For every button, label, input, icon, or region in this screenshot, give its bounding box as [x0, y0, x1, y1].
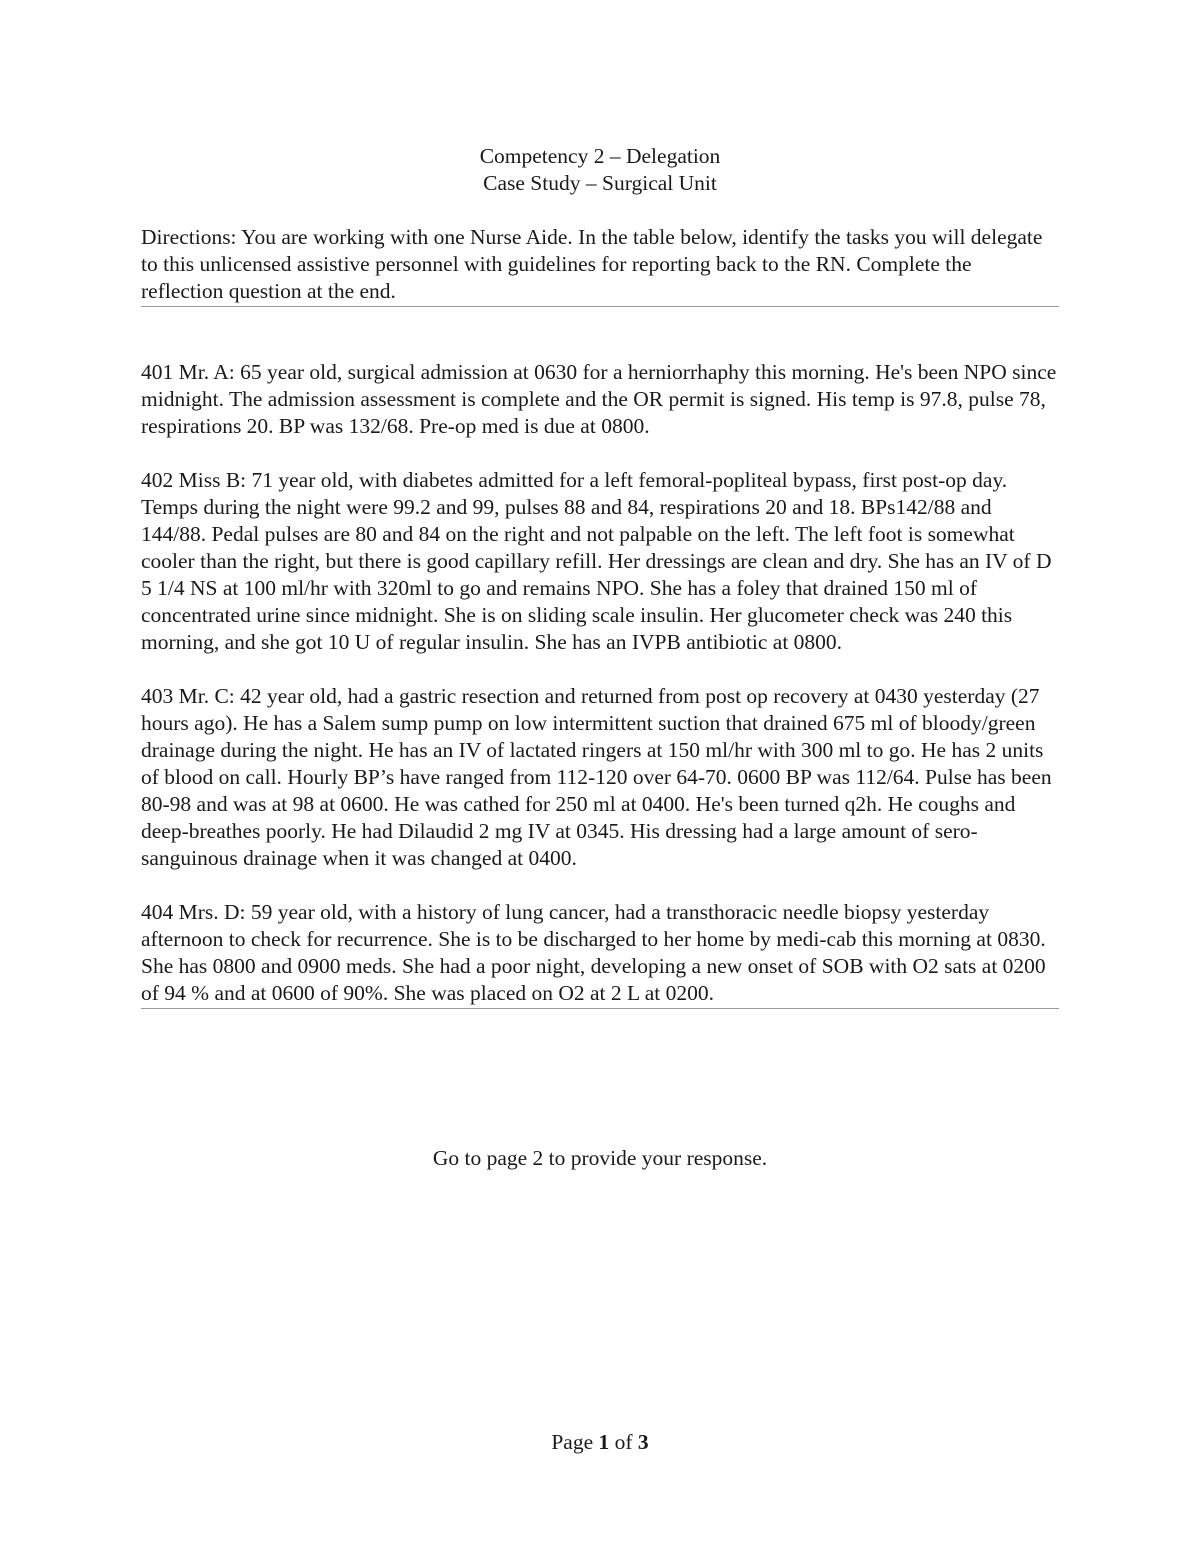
document-title: Competency 2 – Delegation — [479, 144, 721, 168]
page-number-prefix: Page — [551, 1430, 594, 1454]
case-404: 404 Mrs. D: 59 year old, with a history of lung cancer, had a transthoracic needle biopsy yesterday afternoon to check for recurrence. She is to be discharged to her home by medi-cab this morning at 0830. She has 0800 and 0900 meds. She had a poor night, developing a new onset of SOB with O2 sats at 0200 of 94 % and at 0600 of 90%. She was placed on O2 at 2 L at 0200. — [141, 900, 1046, 1005]
case-403: 403 Mr. C: 42 year old, had a gastric resection and returned from post op recovery at 0430 yesterday (27 hours ago). He has a Salem sump pump on low intermittent suction that drained 675 ml of bloody/green drainage during the night. He has an IV of lactated ringers at 150 ml/hr with 300 ml to go. He has 2 units of blood on call. Hourly BP’s have ranged from 112-120 over 64-70. 0600 BP was 112/64. Pulse has been 80-98 and was at 98 at 0600. He was cathed for 250 ml at 0400. He's been turned q2h. He coughs and deep-breathes poorly. He had Dilaudid 2 mg IV at 0345. His dressing had a large amount of sero-sanguinous drainage when it was changed at 0400. — [141, 684, 1052, 870]
case-402: 402 Miss B: 71 year old, with diabetes admitted for a left femoral-popliteal bypass, first post-op day. Temps during the night were 99.2 and 99, pulses 88 and 84, respirations 20 and 18. BPs142/88 and 144/88. Pedal pulses are 80 and 84 on the right and not palpable on the left. The left foot is somewhat cooler than the right, but there is good capillary refill. Her dressings are clean and dry. She has an IV of D 5 1/4 NS at 100 ml/hr with 320ml to go and remains NPO. She has a foley that drained 150 ml of concentrated urine since midnight. She is on sliding scale insulin. Her glucometer check was 240 this morning, and she got 10 U of regular insulin. She has an IVPB antibiotic at 0800. — [141, 468, 1052, 654]
page-number-total: 3 — [637, 1430, 649, 1454]
document-page — [141, 0, 1059, 1553]
document-subtitle: Case Study – Surgical Unit — [483, 171, 717, 195]
page-number-separator: of — [614, 1430, 633, 1454]
page-number — [141, 1429, 1059, 1456]
directions-paragraph: Directions: You are working with one Nurse Aide. In the table below, identify the tasks you will delegate to this unlicensed assistive personnel with guidelines for reporting back to the RN. Complete the reflection question at the end. — [141, 224, 1059, 307]
page-number-current: 1 — [598, 1430, 610, 1454]
case-401: 401 Mr. A: 65 year old, surgical admission at 0630 for a herniorrhaphy this morning. He's been NPO since midnight. The admission assessment is complete and the OR permit is signed. His temp is 97.8, pulse 78, respirations 20. BP was 132/68. Pre-op med is due at 0800. — [141, 360, 1057, 438]
case-list — [141, 359, 1059, 1009]
go-to-page-note: Go to page 2 to provide your response. — [432, 1146, 768, 1170]
title-block — [141, 143, 1059, 197]
